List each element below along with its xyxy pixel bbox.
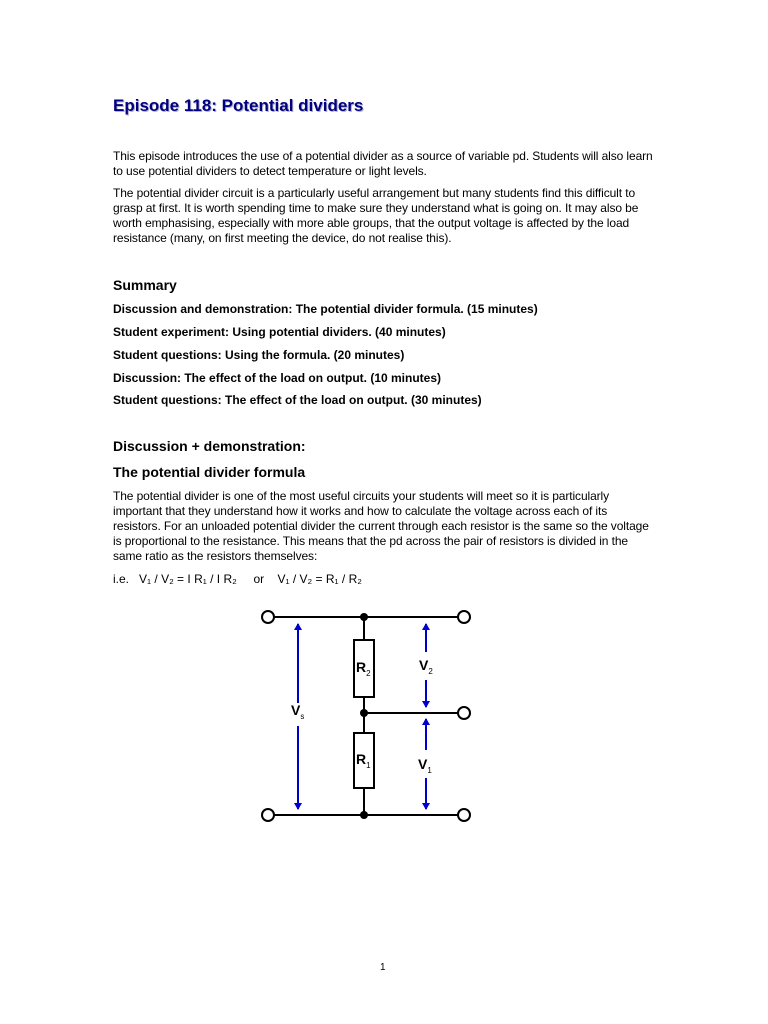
summary-item: Student questions: Using the formula. (20 minutes) — [113, 348, 405, 362]
junction-dot — [360, 811, 368, 819]
intro-paragraph-1: This episode introduces the use of a potential divider as a source of variable pd. Students will also learn to use potential dividers to detect temperature or light levels. — [113, 149, 653, 178]
summary-item: Discussion: The effect of the load on output. (10 minutes) — [113, 371, 442, 385]
r1-label: $R_1$ — [356, 751, 371, 770]
vs-label: $V_s$ — [291, 702, 305, 721]
discussion-heading: Discussion + demonstration: — [113, 438, 306, 454]
potential-divider-circuit-diagram — [250, 600, 490, 830]
terminal — [262, 611, 274, 623]
summary-heading: Summary — [113, 277, 177, 293]
ratio-formula: i.e. V₁ / V₂ = I R₁ / I R₂ or V₁ / V₂ = R₁ / R₂ — [113, 572, 362, 586]
junction-dot — [360, 709, 368, 717]
page-number: 1 — [380, 962, 386, 973]
r2-label: $R_2$ — [356, 659, 371, 678]
terminal — [458, 707, 470, 719]
terminal — [458, 809, 470, 821]
formula-heading: The potential divider formula — [113, 464, 306, 480]
summary-item: Student questions: The effect of the load on output. (30 minutes) — [113, 393, 482, 407]
page-title: Episode 118: Potential dividers — [113, 96, 364, 115]
intro-paragraph-2: The potential divider circuit is a particularly useful arrangement but many students find this difficult to grasp at first. It is worth spending time to make sure they understand what is going on. It may also be worth emphasising, especially with more able groups, that the output voltage is affected by the load resistance (many, on first meeting the device, do not realise this). — [113, 186, 639, 245]
terminal — [458, 611, 470, 623]
v2-label: $V_2$ — [419, 657, 433, 676]
summary-item: Discussion and demonstration: The potential divider formula. (15 minutes) — [113, 302, 538, 316]
terminal — [262, 809, 274, 821]
summary-item: Student experiment: Using potential dividers. (40 minutes) — [113, 325, 446, 339]
junction-dot — [360, 613, 368, 621]
v1-label: $V_1$ — [418, 756, 432, 775]
discussion-paragraph: The potential divider is one of the most useful circuits your students will meet so it is particularly important that they understand how it works and how to calculate the voltage across each of its resistors. For an unloaded potential divider the current through each resistor is the same so the voltage is proportional to the resistance. This means that the pd across the pair of resistors is divided in the same ratio as the resistors themselves: — [113, 489, 649, 563]
